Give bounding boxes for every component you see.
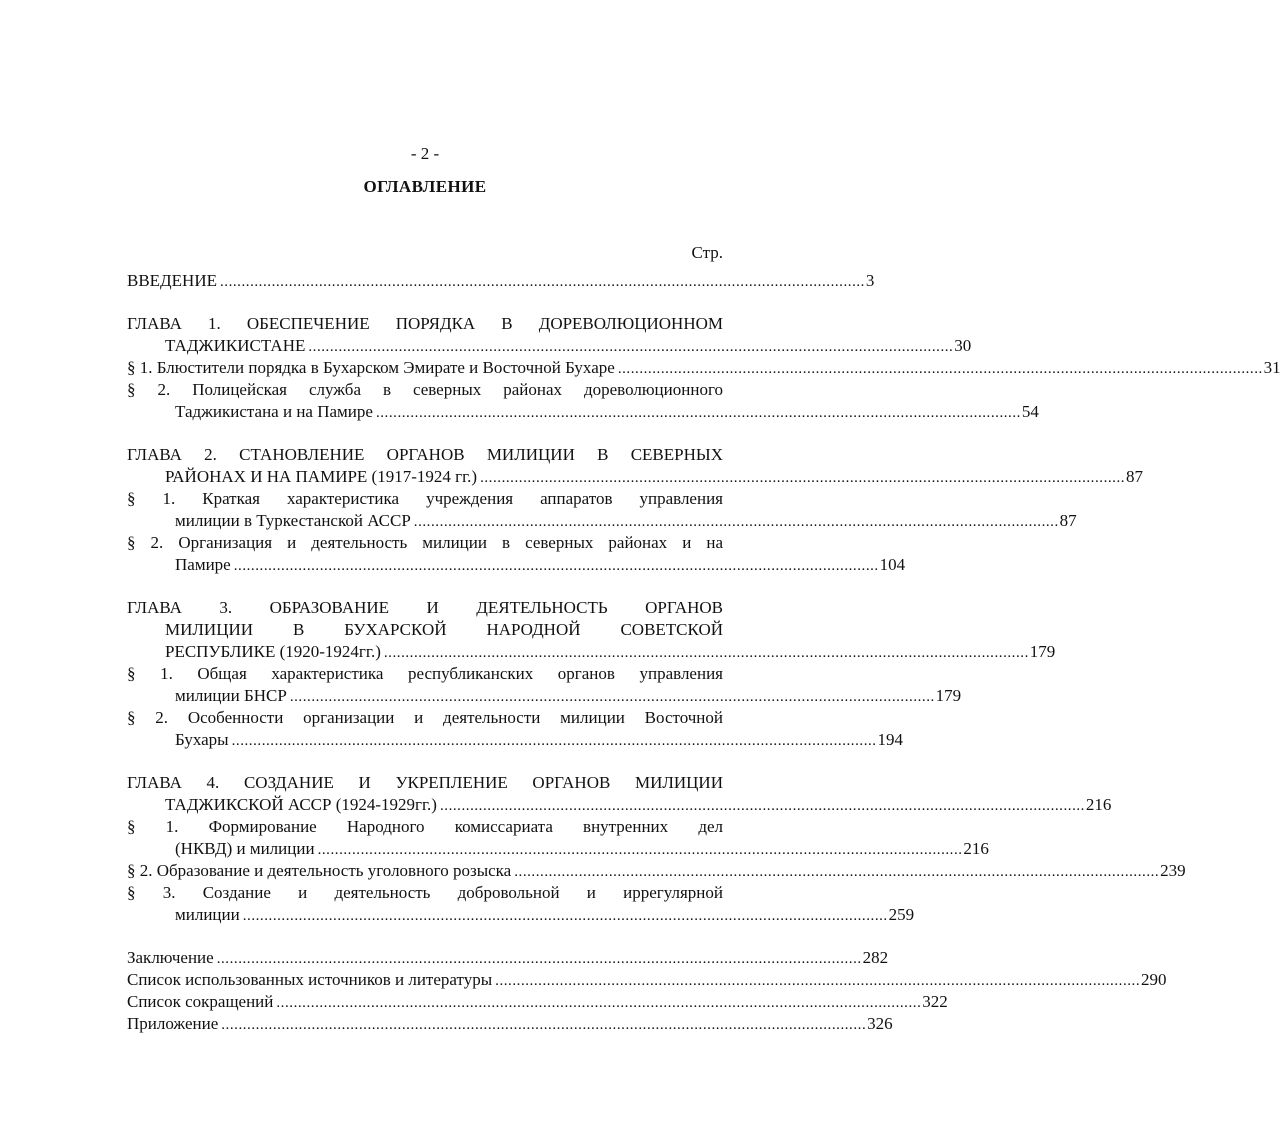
leader-dots: [480, 466, 1123, 489]
section-4-1-title[interactable]: § 1. Формирование Народного комиссариата внутренних дел: [127, 817, 723, 836]
toc-entry-sources[interactable]: Список использованных источников и литературы . . . 290: [127, 969, 723, 991]
section-1-2-title[interactable]: § 2. Полицейская служба в северных районах дореволюционного: [127, 380, 723, 399]
toc-entry-2-2[interactable]: Памире . . . 104: [127, 554, 723, 576]
toc-entry-4-3[interactable]: милиции . . . 259: [127, 904, 723, 926]
page-column-label: Стр.: [691, 243, 723, 262]
leader-dots: [384, 641, 1027, 664]
section-2-2-title[interactable]: § 2. Организация и деятельность милиции в северных районах и на: [127, 533, 723, 552]
section-3-2-title[interactable]: § 2. Особенности организации и деятельности милиции Восточной: [127, 708, 723, 727]
toc-entry-3-2[interactable]: Бухары . . . 194: [127, 729, 723, 751]
leader-dots: [276, 991, 919, 1014]
leader-dots: [318, 838, 961, 861]
chapter-3-title[interactable]: ГЛАВА 3. ОБРАЗОВАНИЕ И ДЕЯТЕЛЬНОСТЬ ОРГАНОВ: [127, 598, 723, 617]
toc-entry-abbreviations[interactable]: Список сокращений . . . 322: [127, 991, 723, 1013]
toc-entry-chapter-3[interactable]: РЕСПУБЛИКЕ (1920-1924гг.) . . . 179: [127, 641, 723, 663]
chapter-1-title[interactable]: ГЛАВА 1. ОБЕСПЕЧЕНИЕ ПОРЯДКА В ДОРЕВОЛЮЦИОННОМ: [127, 314, 723, 333]
page-title: ОГЛАВЛЕНИЕ: [363, 177, 487, 196]
leader-dots: [440, 794, 1083, 817]
toc-entry-chapter-2[interactable]: РАЙОНАХ И НА ПАМИРЕ (1917-1924 гг.) . . . 87: [127, 466, 723, 488]
leader-dots: [376, 401, 1019, 424]
leader-dots: [234, 554, 877, 577]
toc-entry-appendix[interactable]: Приложение . . . 326: [127, 1013, 723, 1035]
leader-dots: [308, 335, 951, 358]
toc-entry-chapter-4[interactable]: ТАДЖИКСКОЙ АССР (1924-1929гг.) . . . 216: [127, 794, 723, 816]
leader-dots: [514, 860, 1157, 883]
toc-entry-intro[interactable]: ВВЕДЕНИЕ . . . 3: [127, 270, 723, 292]
page-number: - 2 -: [410, 144, 440, 163]
chapter-3-title-line-2[interactable]: МИЛИЦИИ В БУХАРСКОЙ НАРОДНОЙ СОВЕТСКОЙ: [165, 620, 723, 639]
leader-dots: [495, 969, 1138, 992]
section-4-3-title[interactable]: § 3. Создание и деятельность добровольной и иррегулярной: [127, 883, 723, 902]
toc-entry-1-2[interactable]: Таджикистана и на Памире . . . 54: [127, 401, 723, 423]
leader-dots: [243, 904, 886, 927]
section-3-1-title[interactable]: § 1. Общая характеристика республиканских органов управления: [127, 664, 723, 683]
toc-entry-1-1[interactable]: § 1. Блюстители порядка в Бухарском Эмирате и Восточной Бухаре . . . 31: [127, 357, 723, 379]
leader-dots: [290, 685, 933, 708]
toc-entry-4-1[interactable]: (НКВД) и милиции . . . 216: [127, 838, 723, 860]
leader-dots: [221, 1013, 864, 1036]
chapter-2-title[interactable]: ГЛАВА 2. СТАНОВЛЕНИЕ ОРГАНОВ МИЛИЦИИ В СЕВЕРНЫХ: [127, 445, 723, 464]
leader-dots: [414, 510, 1057, 533]
leader-dots: [232, 729, 875, 752]
leader-dots: [220, 270, 863, 293]
toc-entry-chapter-1[interactable]: ТАДЖИКИСТАНЕ . . . 30: [127, 335, 723, 357]
toc-entry-conclusion[interactable]: Заключение . . . 282: [127, 947, 723, 969]
leader-dots: [618, 357, 1261, 380]
toc-entry-3-1[interactable]: милиции БНСР . . . 179: [127, 685, 723, 707]
table-of-contents: [127, 270, 1281, 1035]
section-2-1-title[interactable]: § 1. Краткая характеристика учреждения аппаратов управления: [127, 489, 723, 508]
toc-entry-4-2[interactable]: § 2. Образование и деятельность уголовного розыска . . . 239: [127, 860, 723, 882]
toc-entry-2-1[interactable]: милиции в Туркестанской АССР . . . 87: [127, 510, 723, 532]
chapter-4-title[interactable]: ГЛАВА 4. СОЗДАНИЕ И УКРЕПЛЕНИЕ ОРГАНОВ МИЛИЦИИ: [127, 773, 723, 792]
leader-dots: [217, 947, 860, 970]
